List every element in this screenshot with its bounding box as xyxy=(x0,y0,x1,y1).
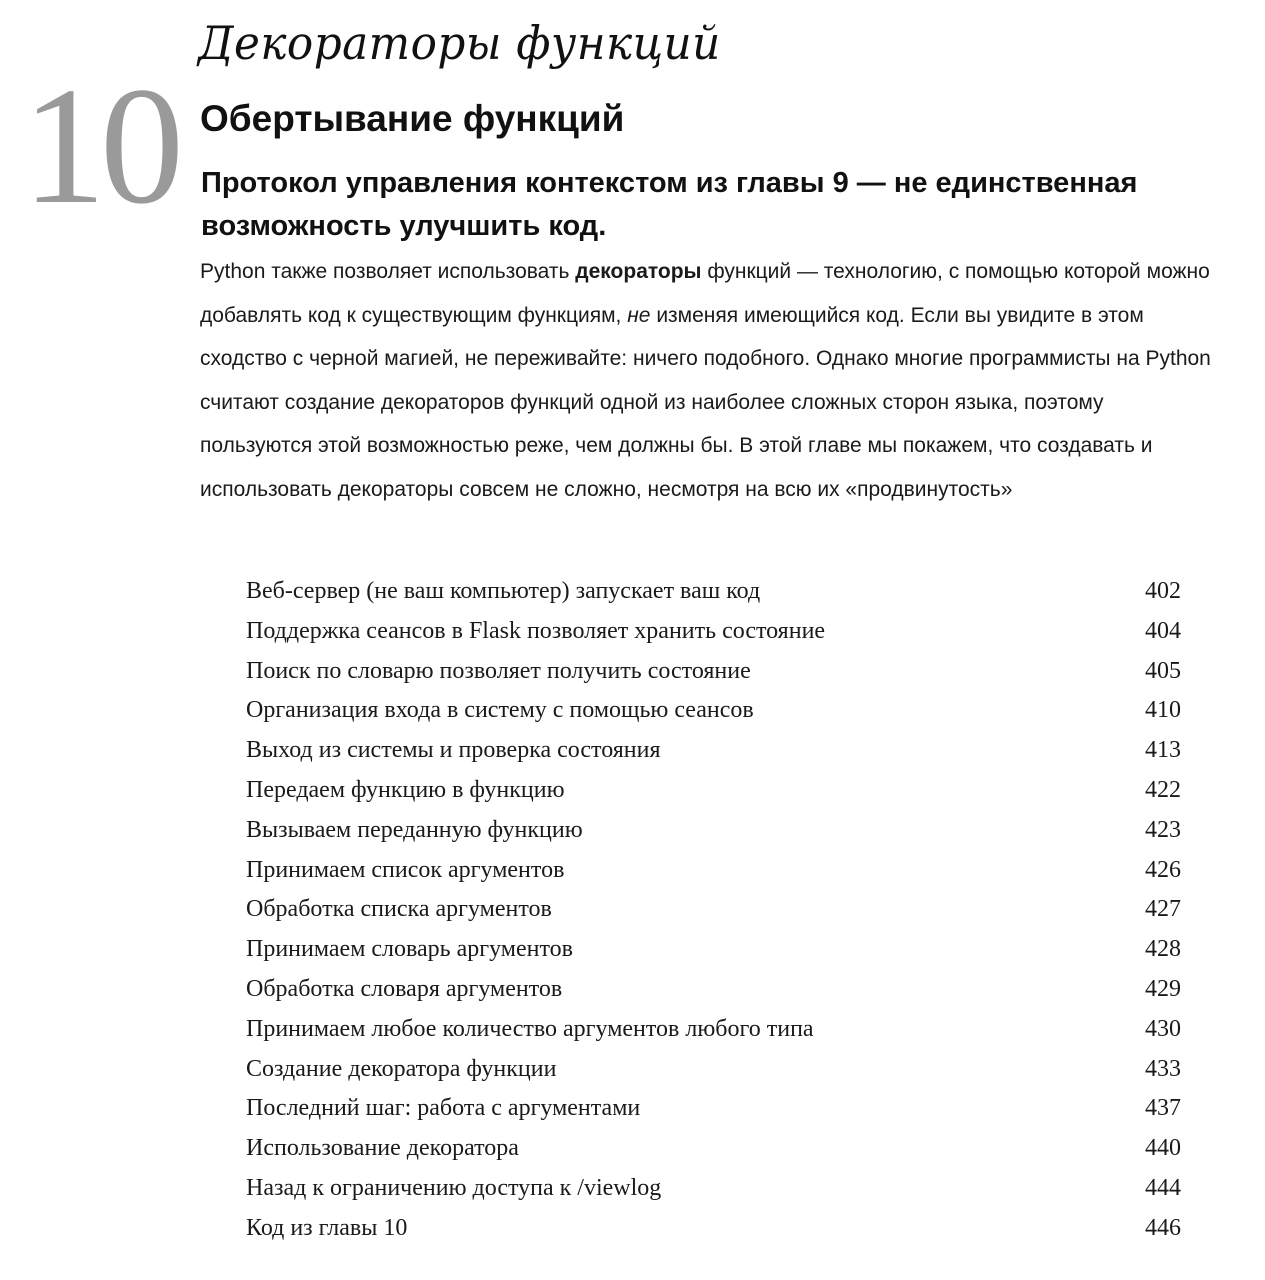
toc-page-number: 404 xyxy=(1145,617,1181,644)
toc-page-number: 446 xyxy=(1145,1214,1181,1241)
toc-page-number: 430 xyxy=(1145,1015,1181,1042)
toc-page-number: 427 xyxy=(1145,896,1181,923)
toc-row xyxy=(246,1175,1181,1215)
table-of-contents xyxy=(246,578,1181,1255)
chapter-number: 10 xyxy=(22,53,178,239)
toc-row xyxy=(246,896,1181,936)
toc-page-number: 402 xyxy=(1145,578,1181,604)
toc-row xyxy=(246,1215,1181,1255)
toc-page-number: 437 xyxy=(1145,1095,1181,1122)
toc-page-number: 426 xyxy=(1145,856,1181,883)
toc-page-number: 413 xyxy=(1145,737,1181,764)
toc-entry-title: Веб-сервер (не ваш компьютер) запускает ваш код xyxy=(246,578,761,604)
toc-entry-title: Обработка словаря аргументов xyxy=(246,975,563,1002)
toc-entry-title: Принимаем словарь аргументов xyxy=(246,936,573,963)
toc-entry-title: Выход из системы и проверка состояния xyxy=(246,737,661,764)
toc-page-number: 444 xyxy=(1145,1174,1181,1201)
toc-entry-title: Поиск по словарю позволяет получить состояние xyxy=(246,657,751,684)
toc-page-number: 410 xyxy=(1145,697,1181,724)
toc-entry-title: Создание декоратора функции xyxy=(246,1055,557,1082)
toc-entry-title: Организация входа в систему с помощью сеансов xyxy=(246,697,754,724)
toc-entry-title: Поддержка сеансов в Flask позволяет хранить состояние xyxy=(246,617,826,644)
toc-row xyxy=(246,857,1181,897)
toc-row xyxy=(246,697,1181,737)
toc-page-number: 405 xyxy=(1145,657,1181,684)
toc-row xyxy=(246,1095,1181,1135)
chapter-title: Декораторы функций xyxy=(198,16,721,70)
toc-entry-title: Вызываем переданную функцию xyxy=(246,816,583,843)
toc-page-number: 428 xyxy=(1145,936,1181,963)
lead-paragraph: Протокол управления контекстом из главы 9 — не единственная возможность улучшить код. xyxy=(201,167,1138,242)
toc-entry-title: Принимаем любое количество аргументов любого типа xyxy=(246,1015,814,1042)
toc-row xyxy=(246,1135,1181,1175)
toc-row xyxy=(246,1056,1181,1096)
toc-row xyxy=(246,578,1181,618)
intro-bold-term: декораторы xyxy=(575,260,702,283)
toc-row xyxy=(246,936,1181,976)
toc-entry-title: Код из главы 10 xyxy=(246,1214,408,1241)
toc-row xyxy=(246,976,1181,1016)
toc-row xyxy=(246,777,1181,817)
intro-italic-term: не xyxy=(627,303,651,327)
toc-entry-title: Использование декоратора xyxy=(246,1135,519,1162)
toc-page-number: 429 xyxy=(1145,975,1181,1002)
toc-row xyxy=(246,618,1181,658)
intro-text-1: Python также позволяет использовать xyxy=(200,260,576,283)
toc-row xyxy=(246,817,1181,857)
section-title: Обертывание функций xyxy=(200,98,625,139)
intro-paragraph xyxy=(200,250,1215,511)
toc-entry-title: Принимаем список аргументов xyxy=(246,856,565,883)
toc-page-number: 423 xyxy=(1145,816,1181,843)
toc-entry-title: Передаем функцию в функцию xyxy=(246,776,565,803)
toc-row xyxy=(246,737,1181,777)
toc-page-number: 440 xyxy=(1145,1135,1181,1162)
toc-page-number: 422 xyxy=(1145,776,1181,803)
toc-page-number: 433 xyxy=(1145,1055,1181,1082)
toc-row xyxy=(246,658,1181,698)
toc-entry-title: Последний шаг: работа с аргументами xyxy=(246,1095,641,1122)
intro-text-2: функций — технологию, с помощью которой можно добавлять код к существующим функциям, xyxy=(200,260,1210,327)
toc-entry-title: Назад к ограничению доступа к /viewlog xyxy=(246,1174,662,1201)
toc-entry-title: Обработка списка аргументов xyxy=(246,896,552,923)
toc-row xyxy=(246,1016,1181,1056)
intro-text-3: изменяя имеющийся код. Если вы увидите в этом сходство с черной магией, не переживайте: ничего подобного. Однако многие программисты на Python считают создание декораторов функций одной из наиболее сложных сторон языка, поэтому пользуются этой возможностью реже, чем должны бы. В этой главе мы покажем, что создавать и использовать декораторы совсем не сложно, несмотря на всю их «продвинутость» xyxy=(200,303,1211,501)
